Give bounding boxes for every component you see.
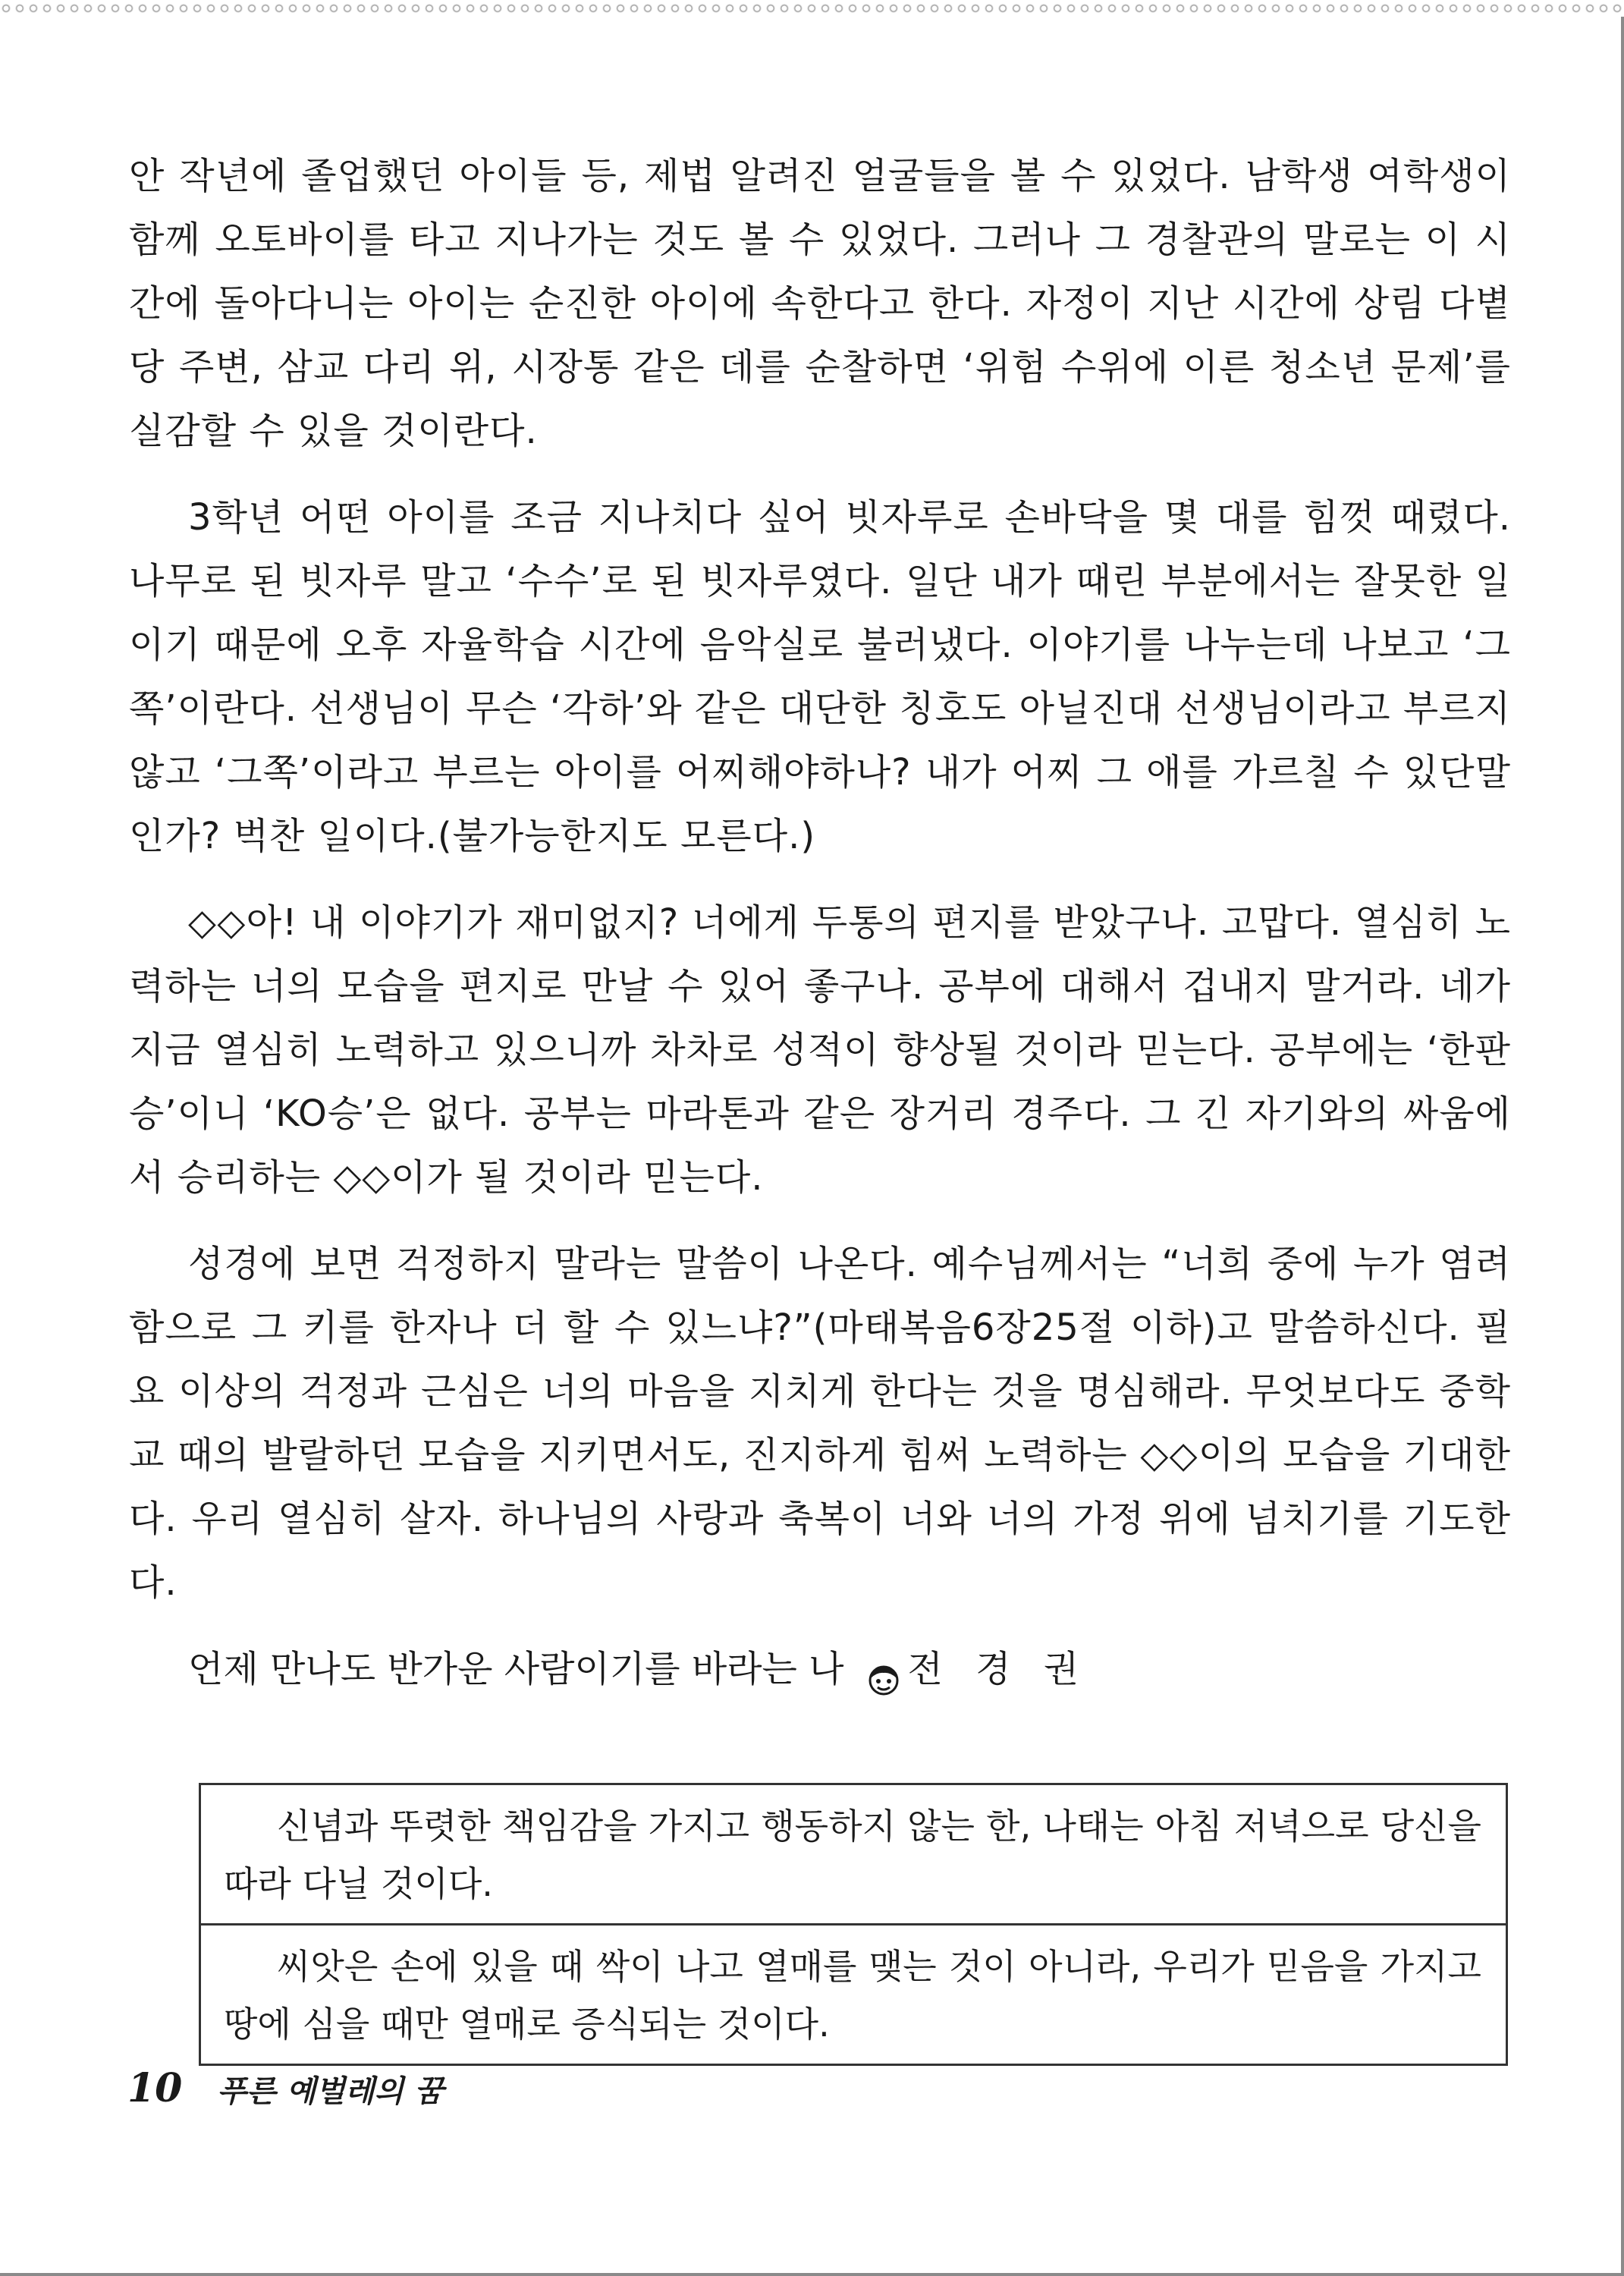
paragraph: 안 작년에 졸업했던 아이들 등, 제법 알려진 얼굴들을 볼 수 있었다. 남학생 여학생이 함께 오토바이를 타고 지나가는 것도 볼 수 있었다. 그러나 그 경찰관의 말로는 이 시간에 돌아다니는 아이는 순진한 아이에 속한다고 한다. 자정이 지난 시간에 상림 다볕당 주변, 삼교 다리 위, 시장통 같은 데를 순찰하면 ‘위험 수위에 이른 청소년 문제’를 실감할 수 있을 것이란다. (129, 155, 1511, 452)
page-number: 10 (127, 2065, 183, 2111)
spiral-binding (0, 0, 1624, 17)
quote: 씨앗은 손에 있을 때 싹이 나고 열매를 맺는 것이 아니라, 우리가 믿음을 가지고 땅에 심을 때만 열매로 증식되는 것이다. (201, 1923, 1506, 2064)
quote: 신념과 뚜렷한 책임감을 가지고 행동하지 않는 한, 나태는 아침 저녁으로 당신을 따라 다닐 것이다. (224, 1806, 1481, 1904)
body-text (129, 144, 1511, 1701)
author-name: 전 경 권 (907, 1648, 1090, 1690)
quote-box (199, 1783, 1508, 2066)
face-icon (867, 1652, 900, 1686)
signature-text: 언제 만나도 반가운 사람이기를 바라는 나 (188, 1648, 844, 1690)
signature-line (129, 1637, 1511, 1701)
page-footer (127, 2065, 444, 2111)
book-title: 푸른 예벌레의 꿈 (217, 2074, 444, 2109)
paragraph: 3학년 어떤 아이를 조금 지나치다 싶어 빗자루로 손바닥을 몇 대를 힘껏 때렸다. 나무로 된 빗자루 말고 ‘수수’로 된 빗자루였다. 일단 내가 때린 부분에서는 잘못한 일이기 때문에 오후 자율학습 시간에 음악실로 불러냈다. 이야기를 나누는데 나보고 ‘그쪽’이란다. 선생님이 무슨 ‘각하’와 같은 대단한 칭호도 아닐진대 선생님이라고 부르지 않고 ‘그쪽’이라고 부르는 아이를 어찌해야하나? 내가 어찌 그 애를 가르칠 수 있단말인가? 벅찬 일이다.(불가능한지도 모른다.) (129, 496, 1511, 857)
paragraph: 성경에 보면 걱정하지 말라는 말씀이 나온다. 예수님께서는 “너희 중에 누가 염려함으로 그 키를 한자나 더 할 수 있느냐?”(마태복음6장25절 이하)고 말씀하신다. 필요 이상의 걱정과 근심은 너의 마음을 지치게 한다는 것을 명심해라. 무엇보다도 중학교 때의 발랄하던 모습을 지키면서도, 진지하게 힘써 노력하는 ◇◇이의 모습을 기대한다. 우리 열심히 살자. 하나님의 사랑과 축복이 너와 너의 가정 위에 넘치기를 기도한다. (129, 1243, 1511, 1604)
paragraph: ◇◇아! 내 이야기가 재미없지? 너에게 두통의 편지를 받았구나. 고맙다. 열심히 노력하는 너의 모습을 편지로 만날 수 있어 좋구나. 공부에 대해서 겁내지 말거라. 네가 지금 열심히 노력하고 있으니까 차차로 성적이 향상될 것이라 믿는다. 공부에는 ‘한판승’이니 ‘KO승’은 없다. 공부는 마라톤과 같은 장거리 경주다. 그 긴 자기와의 싸움에서 승리하는 ◇◇이가 될 것이라 믿는다. (129, 901, 1511, 1199)
